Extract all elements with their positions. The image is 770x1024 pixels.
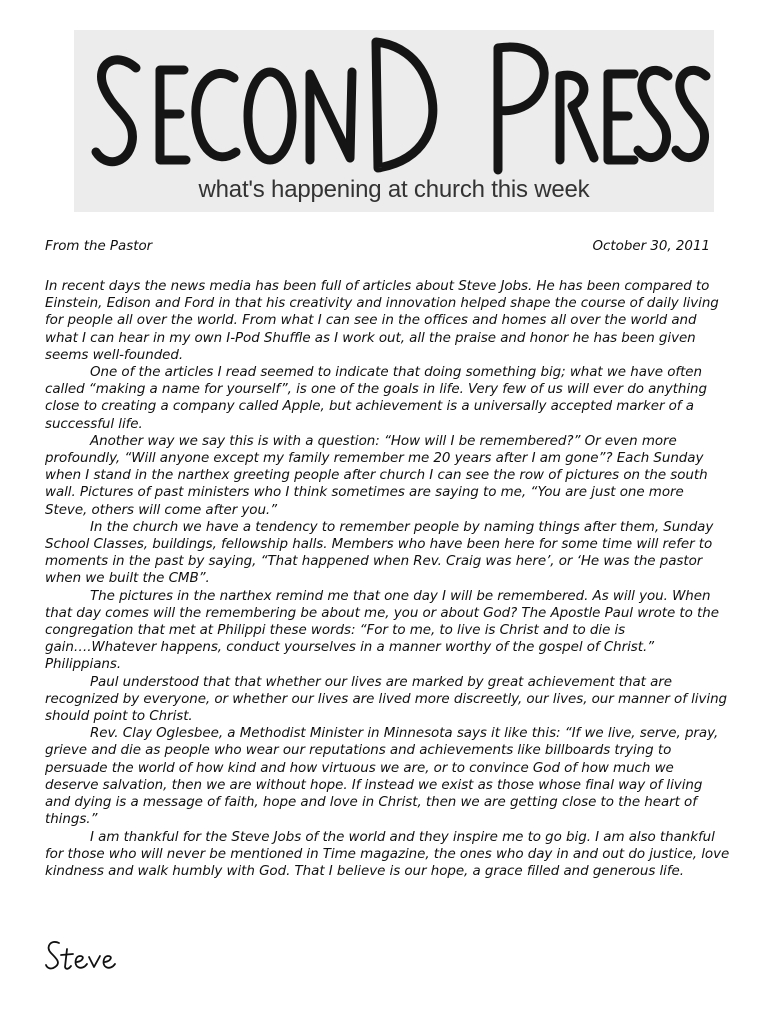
masthead <box>74 30 714 212</box>
pastor-letter-body <box>45 278 730 880</box>
letter-paragraph: The pictures in the narthex remind me that one day I will be remembered. As will you. When that day comes will the remembering be about me, you or about God? The Apostle Paul wrote to the congregation that met at Philippi these words: “For to me, to live is Christ and to die is gain….Whatever happens, conduct yourselves in a manner worthy of the gospel of Christ.” Philippians. <box>45 588 719 673</box>
handwritten-signature <box>45 935 135 979</box>
letter-paragraph: In recent days the news media has been full of articles about Steve Jobs. He has been compared to Einstein, Edison and Ford in that his creativity and innovation helped shape the course of daily living for people all over the world. From what I can see in the offices and homes all over the world and what I can hear in my own I-Pod Shuffle as I work out, all the praise and honor he has been given seems well-founded. <box>45 279 719 363</box>
letter-header <box>45 239 710 257</box>
issue-date: October 30, 2011 <box>592 239 710 254</box>
masthead-logo <box>74 30 714 180</box>
masthead-subtitle: what's happening at church this week <box>198 176 590 203</box>
letter-paragraph: Rev. Clay Oglesbee, a Methodist Minister in Minnesota says it like this: “If we live, serve, pray, grieve and die as people who wear our reputations and achievements like billboards trying to persuade the world of how kind and how virtuous we are, or to convince God of how much we deserve salvation, then we are without hope. If instead we exist as those whose final way of living and dying is a message of faith, hope and love in Christ, then we are getting close to the heart of things.” <box>45 726 719 828</box>
letter-paragraph: One of the articles I read seemed to indicate that doing something big; what we have often called “making a name for yourself”, is one of the goals in life. Very few of us will ever do anything close to creating a company called Apple, but achievement is a universally accepted marker of a successful life. <box>45 365 707 432</box>
letter-paragraph: Another way we say this is with a question: “How will I be remembered?” Or even more profoundly, “Will anyone except my family remember me 20 years after I am gone”? Each Sunday when I stand in the narthex greeting people after church I can see the row of pictures on the south wall. Pictures of past ministers who I think sometimes are saying to me, “You are just one more Steve, others will come after you.” <box>45 433 708 518</box>
letter-paragraph: I am thankful for the Steve Jobs of the world and they inspire me to go big. I am also thankful for those who will never be mentioned in Time magazine, the ones who day in and out do justice, love kindness and walk humbly with God. That I believe is our hope, a grace filled and generous life. <box>45 829 730 879</box>
letter-paragraph: Paul understood that that whether our lives are marked by great achievement that are recognized by everyone, or whether our lives are lived more discreetly, our lives, our manner of living should point to Christ. <box>45 674 728 725</box>
letter-paragraph: In the church we have a tendency to remember people by naming things after them, Sunday School Classes, buildings, fellowship halls. Members who have been here for some time will refer to moments in the past by saying, “That happened when Rev. Craig was here’, or ‘He was the pastor when we built the CMB”. <box>45 519 714 587</box>
section-label: From the Pastor <box>45 239 153 254</box>
